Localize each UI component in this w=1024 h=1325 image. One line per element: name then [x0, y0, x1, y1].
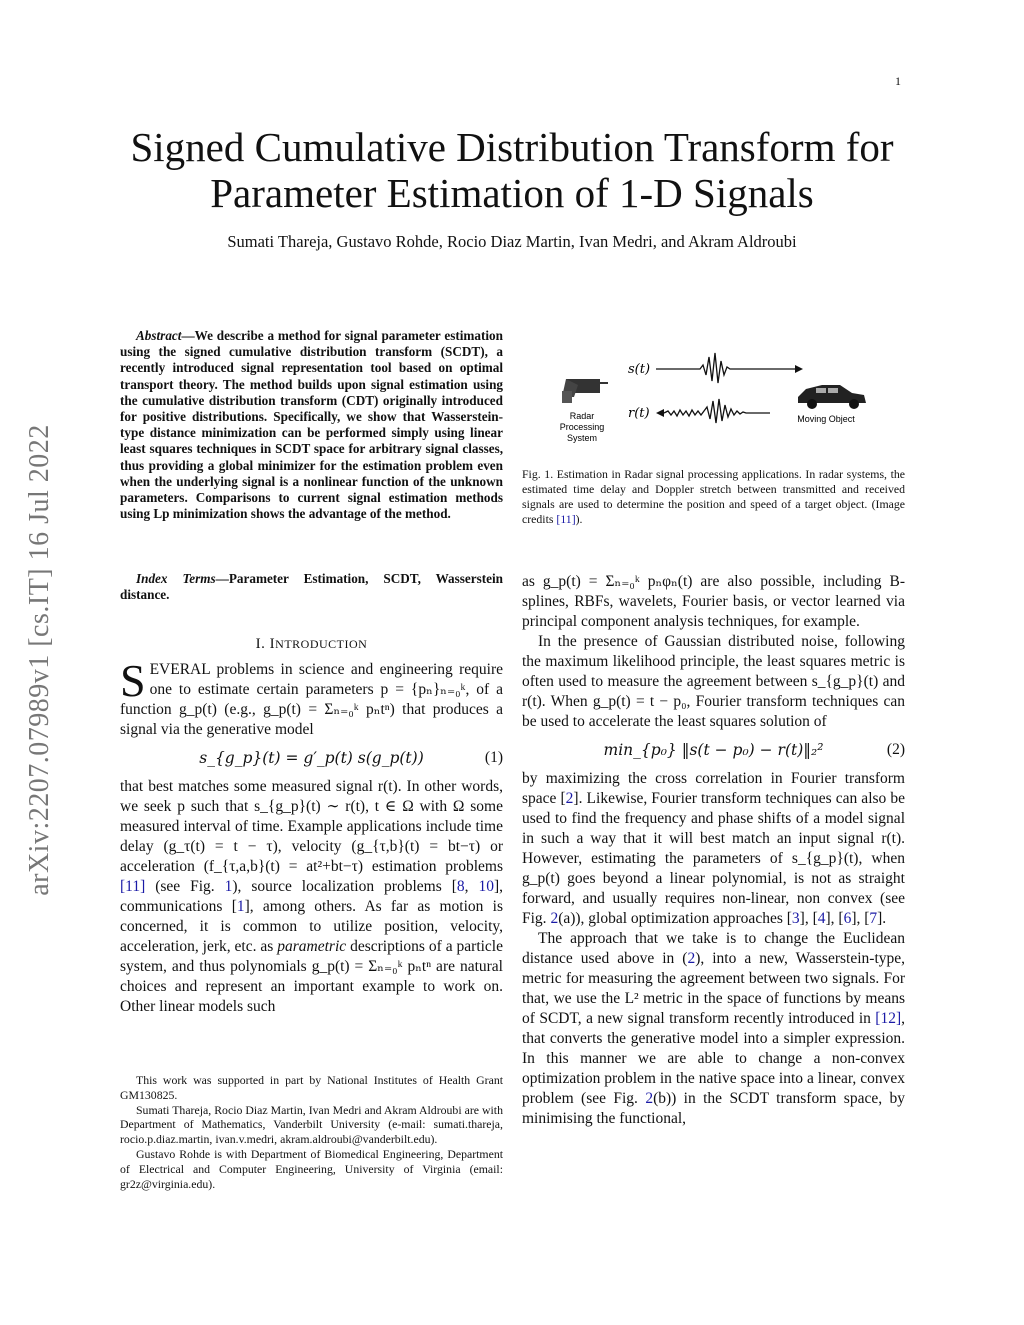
arrow-right-icon	[795, 365, 803, 373]
citation-6[interactable]: 6	[843, 910, 852, 927]
radar-diagram	[560, 345, 870, 445]
footnotes	[120, 1073, 503, 1191]
right-paragraph-1: as g_p(t) = Σₙ₌₀ᵏ pₙφₙ(t) are also possible, including B-splines, RBFs, wavelets, Fourier basis, or vector learned via principal component analysis techniques, for example.	[522, 573, 905, 630]
citation-10[interactable]: 10	[478, 878, 494, 895]
citation-4[interactable]: 4	[817, 910, 826, 927]
section-heading-introduction: I. INTRODUCTION	[255, 636, 368, 652]
citation-12[interactable]: [12]	[875, 1010, 902, 1027]
intro-paragraph-1: EVERAL problems in science and engineering require one to estimate certain parameters p = {pₙ}ₙ₌₀ᵏ, of a function g_p(t) (e.g., g_p(t) = Σₙ₌₀ᵏ pₙtⁿ) that produces a signal via the generative model	[120, 661, 503, 738]
footnote-affiliation-2: Gustavo Rohde is with Department of Biomedical Engineering, Department of Electrical and Computer Engineering, University of Virginia (email: gr2z@virginia.edu).	[120, 1146, 503, 1191]
intro-paragraph-2: that best matches some measured signal r(t). In other words, we seek p such that s_{g_p}(t) ∼ r(t), t ∈ Ω with Ω some measured interval of time. Example applications include time delay (g_τ(t) = t − τ), velocity (g_{τ,b}(t) = bt−τ) or acceleration (f_{τ,a,b}(t) = at²+bt−τ) estimation problems [11] (see Fig. 1), source localization problems [8, 10], communications [1], among others. As far as motion is concerned, it is common to utilize position, velocity, acceleration, jerk, etc. as parametric descriptions of a particle system, and thus polynomials g_p(t) = Σₙ₌₀ᵏ pₙtⁿ are natural choices and represent an important example to work on. Other linear models such	[120, 778, 504, 1015]
footnote-affiliation-1: Sumati Thareja, Rocio Diaz Martin, Ivan Medri and Akram Aldroubi are with Department of Mathematics, Vanderbilt University (e-mail: sumati.thareja, rocio.p.diaz.martin, ivan.v.medri, akram.aldroubi@vanderbilt.edu).	[120, 1102, 503, 1147]
figure-1-link[interactable]: 1	[224, 878, 233, 895]
radar-label-3: System	[566, 433, 598, 443]
citation-2[interactable]: 2	[565, 790, 574, 807]
received-signal-label: r(t)	[628, 406, 650, 421]
arxiv-sidebar	[18, 380, 62, 940]
equation-2	[522, 740, 905, 761]
footnote-funding: This work was supported in part by National Institutes of Health Grant GM130825.	[120, 1073, 503, 1102]
transmitted-waveform	[656, 353, 795, 383]
radar-device-icon	[562, 379, 608, 403]
equation-1-number: (1)	[484, 749, 503, 766]
index-terms-label: Index Terms	[136, 571, 216, 586]
right-paragraph-4: The approach that we take is to change the Euclidean distance used above in (2), into a new, Wasserstein-type, metric for measuring the agreement between two signals. For that, we use the L² metric in the space of functions by means of SCDT, a new signal transform recently introduced in [12], that converts the generative model into a simpler expression. In this manner we are able to change a non-convex optimization problem in the native space into a linear, convex problem (see Fig. 2(b)) in the SCDT transform space, by minimising the functional,	[522, 930, 905, 1127]
title-line-2: Parameter Estimation of 1-D Signals	[210, 170, 814, 216]
caption-label: Fig. 1.	[522, 467, 554, 481]
right-paragraph-3: by maximizing the cross correlation in Fourier transform space [2]. Likewise, Fourier transform techniques can also be used to find the frequency and phase shifts of a model signal in such a way that it will best match an input signal r(t). However, estimating the parameters of s_{g_p}(t), when g_p(t) goes beyond a linear polynomial, is not as straight forward, and usually requires non-linear, non convex (see Fig. 2(a)), global optimization approaches [3], [4], [6], [7].	[522, 770, 905, 927]
abstract-label: Abstract	[136, 328, 182, 343]
equation-2-link[interactable]: 2	[687, 950, 696, 967]
caption-citation-11[interactable]: [11]	[556, 512, 576, 526]
abstract	[120, 328, 503, 522]
radar-label-1: Radar	[569, 411, 595, 421]
received-waveform	[664, 399, 770, 423]
citation-3[interactable]: 3	[791, 910, 800, 927]
equation-2-body: min_{p₀} ‖s(t − p₀) − r(t)‖₂²	[603, 741, 824, 759]
author-list: Sumati Thareja, Gustavo Rohde, Rocio Diaz Martin, Ivan Medri, and Akram Aldroubi	[227, 232, 797, 251]
figure-2a-link[interactable]: 2	[550, 910, 559, 927]
right-paragraph-2: In the presence of Gaussian distributed noise, following the maximum likelihood principle, the least squares metric is often used to measure the agreement between s_{g_p}(t) and r(t). When g_p(t) = t − p₀, Fourier transform techniques can be used to accelerate the least squares solution of	[522, 633, 905, 730]
page-number: 1	[895, 74, 901, 88]
equation-1-body: s_{g_p}(t) = g′_p(t) s(g_p(t))	[199, 749, 424, 767]
figure-1-radar	[560, 345, 870, 445]
paper-title	[100, 124, 924, 216]
parametric-emphasis: parametric	[277, 938, 347, 955]
right-column-body	[522, 572, 905, 1129]
figure-1-caption: Fig. 1. Estimation in Radar signal processing applications. In radar systems, the estimated time delay and Doppler stretch between transmitted and received signals are used to determine the position and speed of a target object. (Image credits [11]).	[522, 467, 906, 526]
transmitted-signal-label: s(t)	[628, 362, 651, 377]
drop-cap: S	[120, 655, 146, 706]
arrow-left-icon	[656, 409, 664, 417]
citation-7[interactable]: 7	[869, 910, 878, 927]
citation-1[interactable]: 1	[236, 898, 245, 915]
introduction-body	[120, 655, 504, 1017]
abstract-text: —We describe a method for signal parameter estimation using the signed cumulative distribution transform (SCDT), a recently introduced signal representation tool based on optimal transport theory. The method builds upon signal estimation using the cumulative distribution transform (CDT) originally introduced for positive distributions. Specifically, we show that Wasserstein-type distance minimization can be performed simply using linear least squares techniques in SCDT space for arbitrary signal classes, thus providing a global minimizer for the estimation problem even when the underlying signal is a nonlinear function of the unknown parameters. Comparisons to current signal estimation methods using Lp minimization shows the advantage of the method.	[120, 328, 503, 522]
moving-object-label: Moving Object	[797, 414, 855, 424]
citation-8[interactable]: 8	[456, 878, 465, 895]
equation-1	[120, 748, 503, 769]
index-terms-text: —Parameter Estimation, SCDT, Wasserstein distance.	[120, 571, 503, 603]
equation-2-number: (2)	[886, 741, 905, 758]
radar-label-2: Processing	[560, 422, 605, 432]
arxiv-identifier: arXiv:2207.07989v1 [cs.IT] 16 Jul 2022	[24, 424, 55, 896]
title-line-1: Signed Cumulative Distribution Transform for	[130, 124, 894, 170]
car-icon	[798, 385, 866, 409]
figure-2b-link[interactable]: 2	[645, 1090, 654, 1107]
index-terms	[120, 571, 503, 603]
citation-11[interactable]: [11]	[120, 878, 146, 895]
